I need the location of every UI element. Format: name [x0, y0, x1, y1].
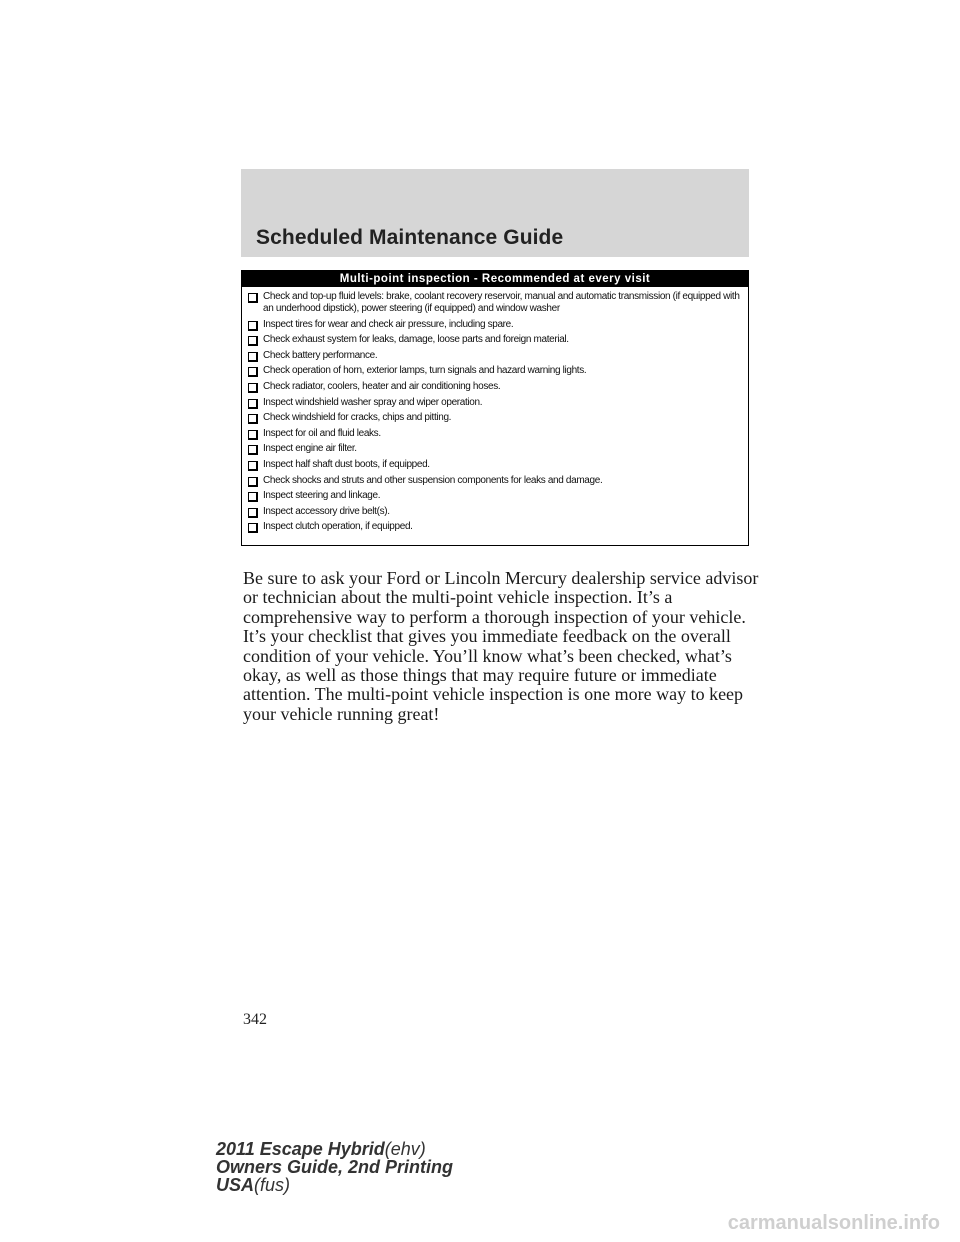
checklist-item-text: Check windshield for cracks, chips and pitting. — [263, 412, 452, 424]
footer-model-code: (ehv) — [384, 1139, 426, 1159]
checklist-item-text: Check radiator, coolers, heater and air conditioning hoses. — [263, 380, 501, 392]
checkbox-icon — [248, 383, 258, 393]
checklist-item — [248, 291, 742, 315]
checklist-item-text: Inspect accessory drive belt(s). — [263, 505, 390, 517]
site-watermark: carmanualsonline.info — [727, 1212, 940, 1234]
checklist-item — [248, 350, 742, 362]
checkbox-icon — [248, 293, 258, 303]
checkbox-icon — [248, 399, 258, 409]
inspection-heading: Multi-point inspection - Recommended at every visit — [242, 271, 748, 287]
document-footer — [216, 1140, 453, 1194]
inspection-checklist-box — [241, 270, 749, 546]
body-paragraph: Be sure to ask your Ford or Lincoln Mercury dealership service advisor or technician about the multi-point vehicle inspection. It’s a comprehensive way to perform a thorough inspection of your vehicle. It’s your checklist that gives you immediate feedback on the overall condition of your vehicle. You’ll know what’s been checked, what’s okay, as well as those things that may require future or immediate attention. The multi-point vehicle inspection is one more way to keep your vehicle running great! — [243, 568, 759, 724]
checklist-item-text: Inspect tires for wear and check air pressure, including spare. — [263, 318, 514, 330]
section-title: Scheduled Maintenance Guide — [256, 226, 564, 249]
checklist-item-text: Check battery performance. — [263, 349, 378, 361]
checklist-item-text: Inspect for oil and fluid leaks. — [263, 427, 381, 439]
footer-market-code: (fus) — [254, 1175, 291, 1195]
checklist-item — [248, 428, 742, 440]
checklist-item — [248, 319, 742, 331]
checklist-item-text: Check and top-up fluid levels: brake, coolant recovery reservoir, manual and automatic transmission (if equipped with an underhood dipstick), power steering (if equipped) and window washer — [263, 291, 740, 314]
checkbox-icon — [248, 430, 258, 440]
checklist-item-text: Check operation of horn, exterior lamps, turn signals and hazard warning lights. — [263, 365, 587, 377]
checklist-item — [248, 334, 742, 346]
checkbox-icon — [248, 336, 258, 346]
inspection-checklist — [242, 287, 748, 533]
checklist-item — [248, 412, 742, 424]
checkbox-icon — [248, 461, 258, 471]
checklist-item-text: Inspect engine air filter. — [263, 443, 357, 455]
checklist-item — [248, 381, 742, 393]
footer-model: 2011 Escape Hybrid — [216, 1139, 385, 1159]
footer-edition: Owners Guide, 2nd Printing — [216, 1157, 454, 1177]
checklist-item-text: Inspect half shaft dust boots, if equipped. — [263, 458, 430, 470]
checklist-item-text: Inspect windshield washer spray and wiper operation. — [263, 396, 483, 408]
checklist-item — [248, 397, 742, 409]
checklist-item — [248, 459, 742, 471]
checkbox-icon — [248, 492, 258, 502]
checklist-item-text: Check shocks and struts and other suspension components for leaks and damage. — [263, 474, 603, 486]
checkbox-icon — [248, 321, 258, 331]
checkbox-icon — [248, 445, 258, 455]
checklist-item-text: Inspect steering and linkage. — [263, 490, 381, 502]
checklist-item-text: Check exhaust system for leaks, damage, loose parts and foreign material. — [263, 334, 569, 346]
page-number: 342 — [243, 1011, 267, 1028]
checkbox-icon — [248, 414, 258, 424]
footer-market: USA — [216, 1175, 255, 1195]
checkbox-icon — [248, 508, 258, 518]
checklist-item — [248, 475, 742, 487]
checklist-item — [248, 506, 742, 518]
checkbox-icon — [248, 367, 258, 377]
checklist-item — [248, 521, 742, 533]
checkbox-icon — [248, 523, 258, 533]
checklist-item — [248, 443, 742, 455]
checklist-item — [248, 490, 742, 502]
checklist-item-text: Inspect clutch operation, if equipped. — [263, 521, 413, 533]
checkbox-icon — [248, 352, 258, 362]
checklist-item — [248, 365, 742, 377]
checkbox-icon — [248, 477, 258, 487]
